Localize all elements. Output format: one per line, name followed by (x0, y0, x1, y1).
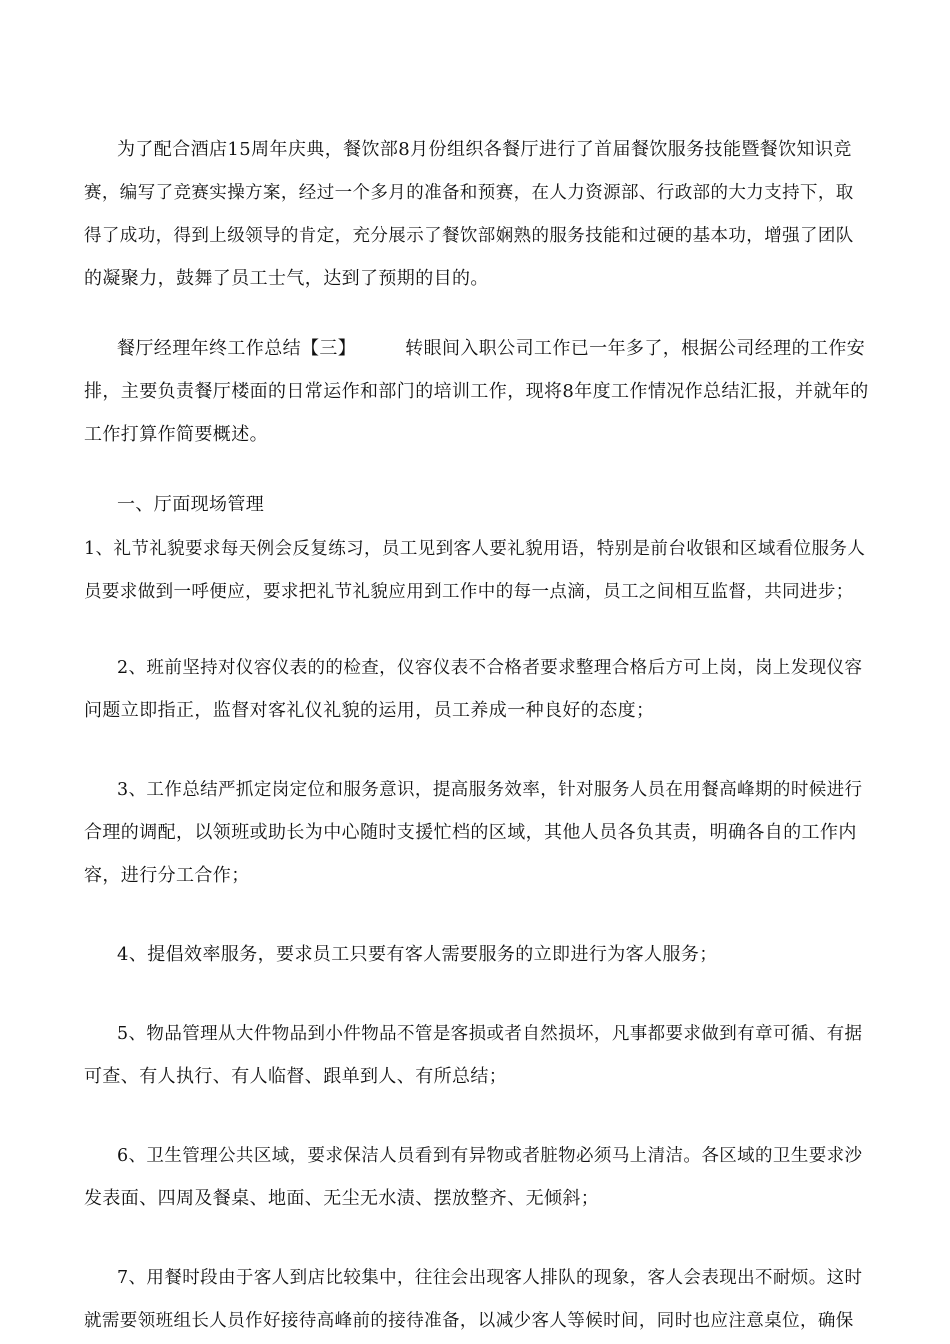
item-6-line-2: 发表面、四周及餐桌、地面、无尘无水渍、摆放整齐、无倾斜； (84, 1188, 600, 1209)
paragraph-1-line-3: 得了成功，得到上级领导的肯定，充分展示了餐饮部娴熟的服务技能和过硬的基本功，增强了团队 (84, 226, 854, 246)
item-1-line-2: 员要求做到一呼便应，要求把礼节礼貌应用到工作中的每一点滴，员工之间相互监督，共同进步； (84, 582, 854, 602)
item-5-line-2: 可查、有人执行、有人临督、跟单到人、有所总结； (84, 1066, 508, 1087)
item-1-line-1: 1、礼节礼貌要求每天例会反复练习，员工见到客人要礼貌用语，特别是前台收银和区域看位服务人 (84, 539, 866, 559)
item-5-line-1: 5、物品管理从大件物品到小件物品不管是客损或者自然损坏，凡事都要求做到有章可循、有据 (117, 1024, 863, 1044)
item-3-line-2: 合理的调配，以领班或助长为中心随时支援忙档的区域，其他人员各负其责，明确各自的工作内 (84, 822, 857, 843)
paragraph-2-line-1: 餐厅经理年终工作总结【三】 转眼间入职公司工作已一年多了，根据公司经理的工作安 (117, 338, 866, 359)
section-heading: 一、厅面现场管理 (117, 494, 265, 515)
item-6-line-1: 6、卫生管理公共区域，要求保洁人员看到有异物或者脏物必须马上清洁。各区域的卫生要求沙 (117, 1146, 863, 1166)
paragraph-1-line-4: 的凝聚力，鼓舞了员工士气，达到了预期的目的。 (84, 268, 489, 289)
paragraph-1-line-1: 为了配合酒店15周年庆典，餐饮部8月份组织各餐厅进行了首届餐饮服务技能暨餐饮知识竞 (117, 139, 852, 160)
item-2-line-2: 问题立即指正，监督对客礼仪礼貌的运用，员工养成一种良好的态度； (84, 700, 655, 721)
paragraph-2-line-2: 排，主要负责餐厅楼面的日常运作和部门的培训工作，现将8年度工作情况作总结汇报，并就年的 (84, 381, 869, 402)
item-3-line-3: 容，进行分工合作； (84, 865, 250, 886)
paragraph-1-line-2: 赛，编写了竞赛实操方案，经过一个多月的准备和预赛，在人力资源部、行政部的大力支持下，取 (84, 183, 854, 203)
item-4-line-1: 4、提倡效率服务，要求员工只要有客人需要服务的立即进行为客人服务； (117, 944, 718, 965)
item-7-line-1: 7、用餐时段由于客人到店比较集中，往往会出现客人排队的现象，客人会表现出不耐烦。这时 (117, 1268, 863, 1288)
paragraph-2-line-3: 工作打算作简要概述。 (84, 424, 268, 445)
item-3-line-1: 3、工作总结严抓定岗定位和服务意识，提高服务效率，针对服务人员在用餐高峰期的时候进行 (117, 780, 863, 800)
item-2-line-1: 2、班前坚持对仪容仪表的的检查，仪容仪表不合格者要求整理合格后方可上岗，岗上发现仪容 (117, 658, 863, 678)
item-7-line-2: 就需要领班组长人员作好接待高峰前的接待准备，以减少客人等候时间，同时也应注意桌位，确保 (84, 1311, 854, 1331)
